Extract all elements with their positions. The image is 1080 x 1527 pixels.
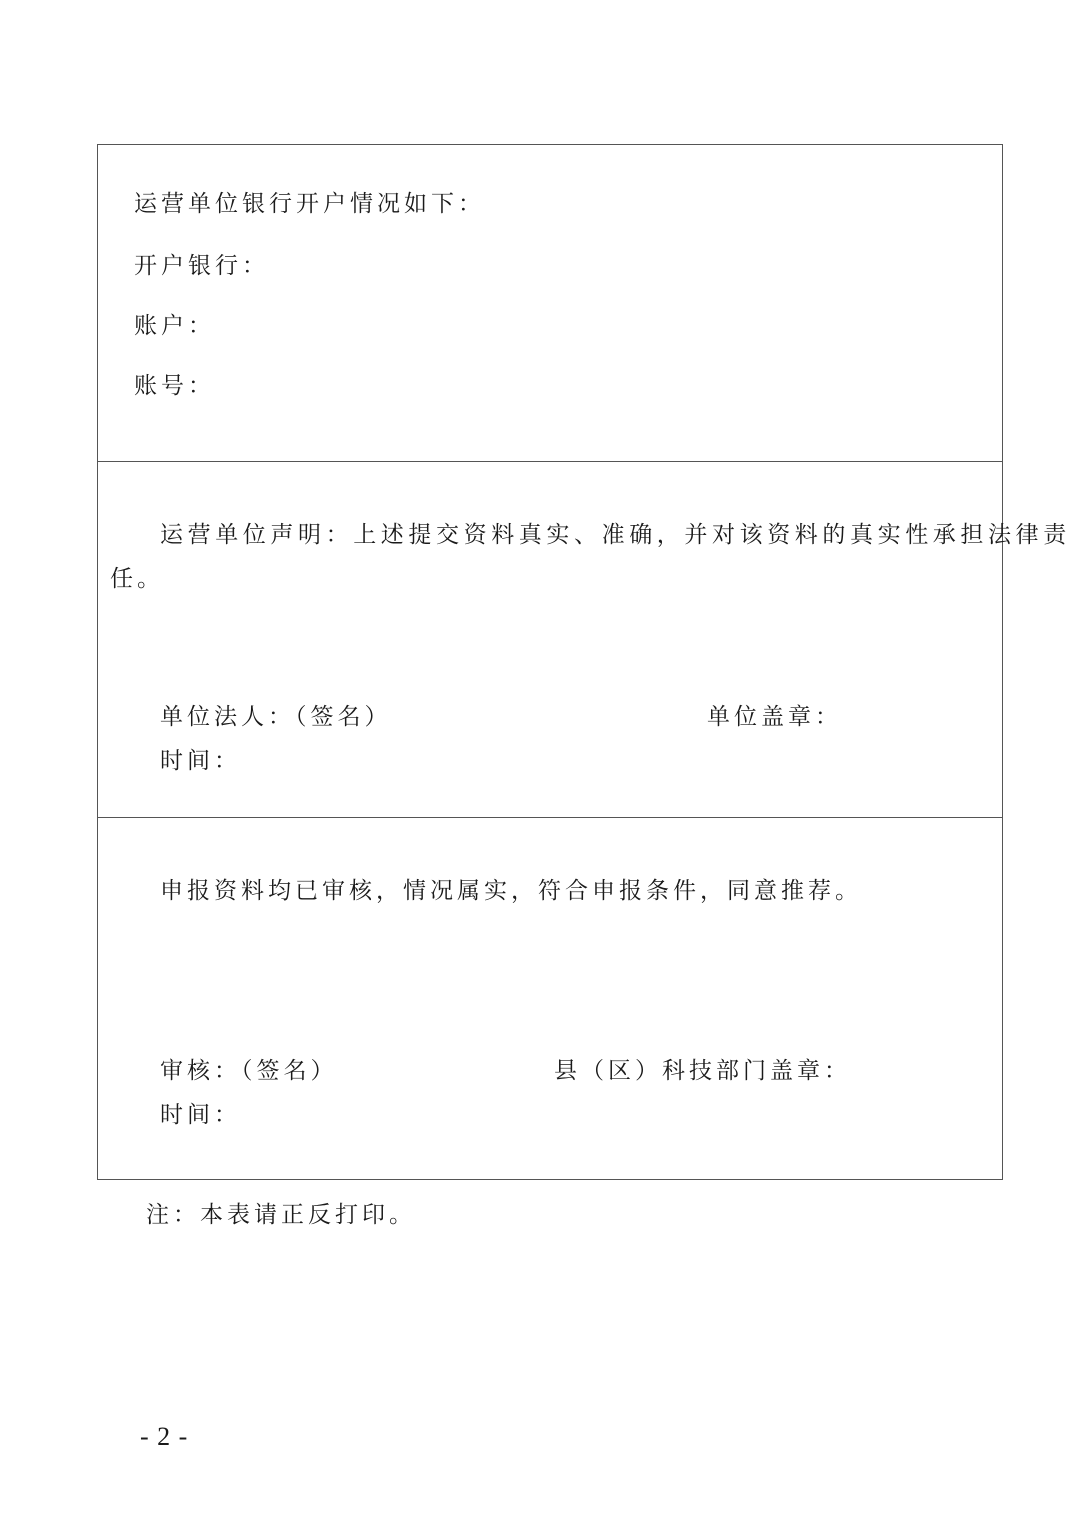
declaration-statement-line1: 运营单位声明：上述提交资料真实、准确，并对该资料的真实性承担法律责	[160, 522, 1071, 548]
review-time-label: 时间：	[160, 1102, 241, 1128]
bank-name-label: 开户银行：	[134, 253, 269, 279]
page-number: - 2 -	[140, 1422, 189, 1451]
unit-seal-label: 单位盖章：	[707, 704, 842, 730]
review-section	[98, 817, 1002, 1179]
bank-section-heading: 运营单位银行开户情况如下：	[134, 191, 485, 217]
county-seal-label: 县（区）科技部门盖章：	[554, 1058, 851, 1084]
declaration-statement-line2: 任。	[110, 566, 164, 592]
declaration-section	[98, 461, 1071, 817]
account-number-label: 账号：	[134, 373, 215, 399]
declaration-time-label: 时间：	[160, 748, 241, 774]
application-form-table	[97, 144, 1071, 1180]
legal-rep-signature-label: 单位法人：（签名）	[160, 704, 392, 730]
reviewer-signature-label: 审核：（签名）	[160, 1058, 338, 1084]
bank-account-section	[98, 145, 1002, 461]
review-statement: 申报资料均已审核，情况属实，符合申报条件，同意推荐。	[160, 878, 862, 904]
account-name-label: 账户：	[134, 313, 215, 339]
print-footnote: 注：本表请正反打印。	[146, 1202, 416, 1228]
